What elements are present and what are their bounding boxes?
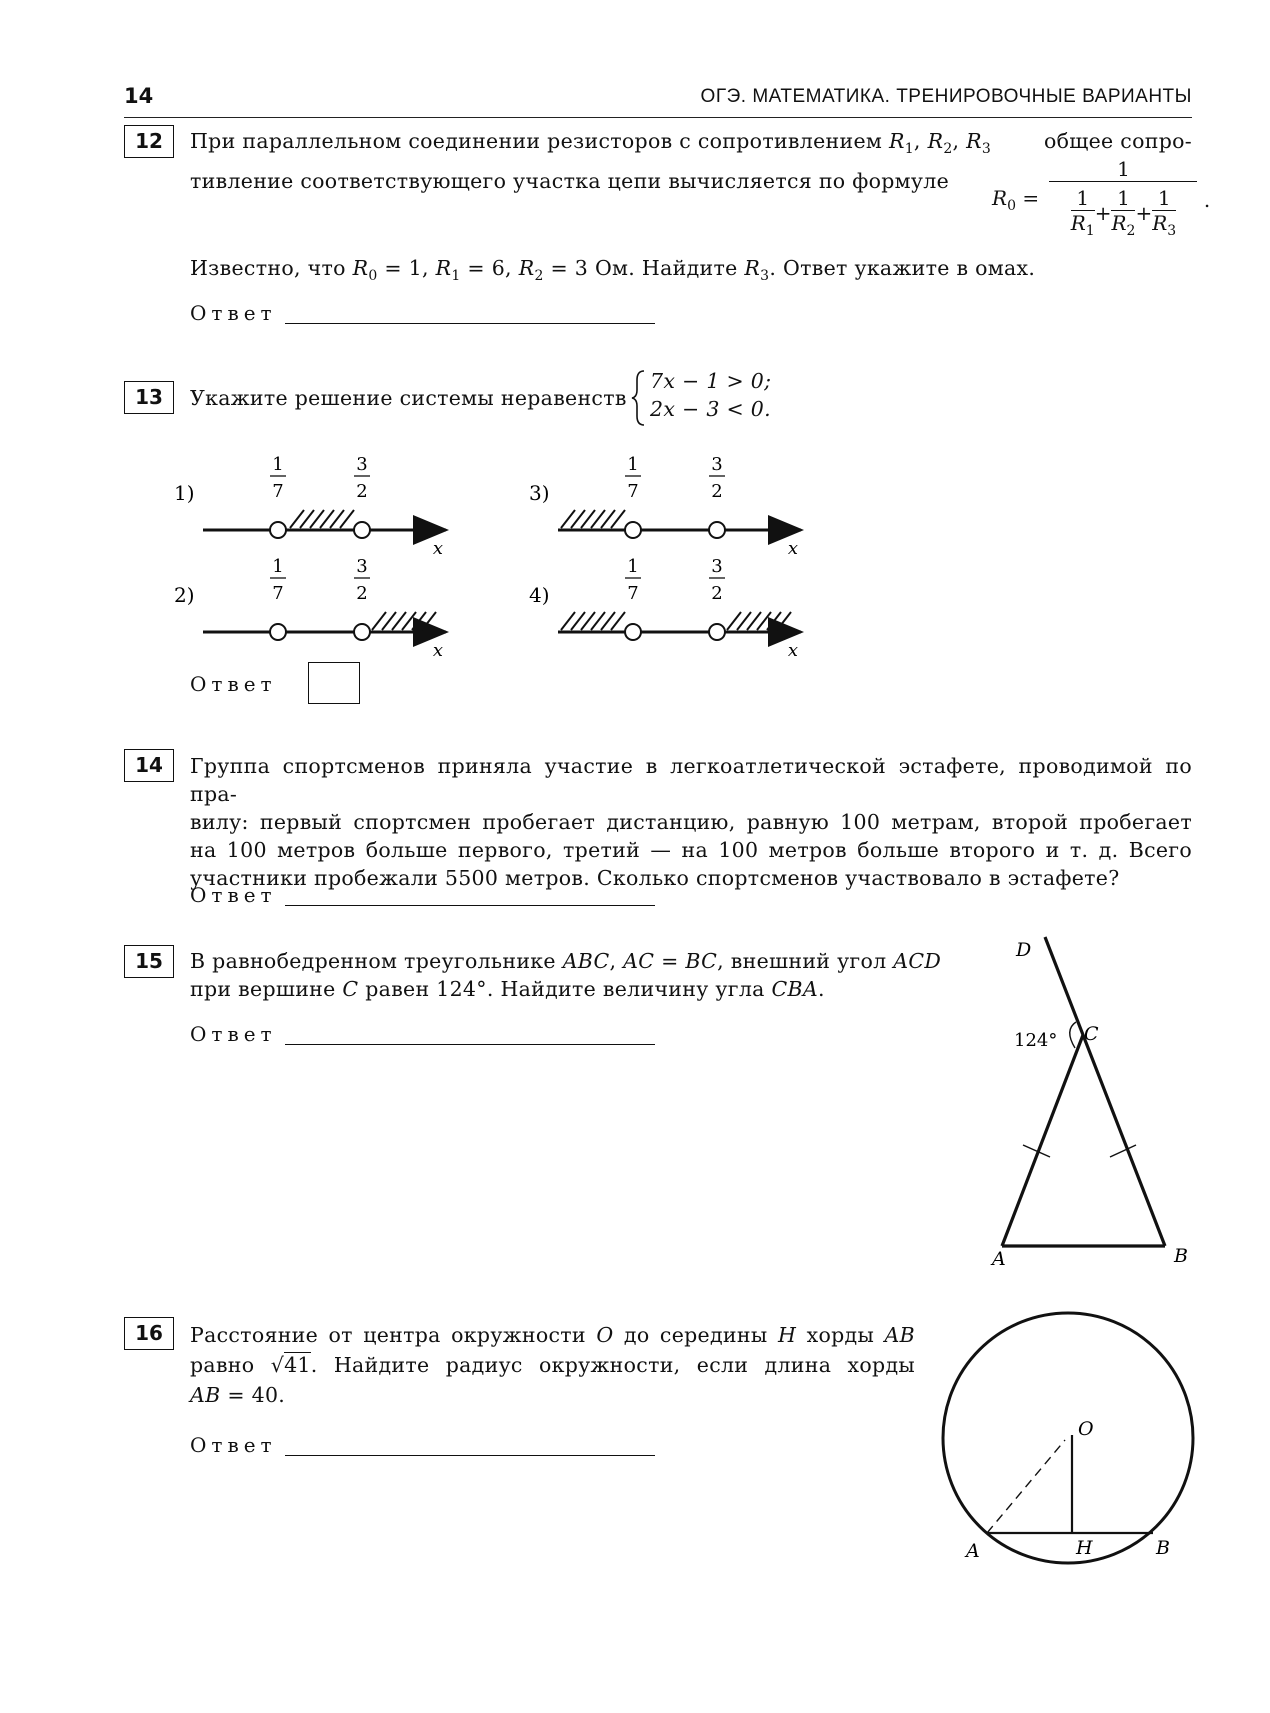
- running-title: ОГЭ. МАТЕМАТИКА. ТРЕНИРОВОЧНЫЕ ВАРИАНТЫ: [700, 86, 1192, 107]
- task-16-text-a: Расстояние от центра окружности: [190, 1323, 586, 1347]
- task-16-line-1: Расстояние от центра окружности O до середины H хорды AB: [190, 1323, 916, 1347]
- task-14-line-4: участники пробежали 5500 метров. Сколько спортсменов участвовало в эстафете?: [190, 866, 1120, 890]
- task-12-answer-label: Ответ: [190, 301, 277, 325]
- task-16-answer-label: Ответ: [190, 1433, 277, 1457]
- task-14-number: 14: [124, 749, 174, 782]
- task-16-text: [190, 1320, 915, 1410]
- option-4-label: 4): [529, 583, 550, 607]
- option-3-axis-label: x: [787, 538, 799, 559]
- option-4-point-right: [709, 624, 725, 640]
- task-13-options: [174, 430, 900, 661]
- task-12-answer-field[interactable]: [285, 323, 655, 324]
- task-12-number: 12: [124, 125, 174, 158]
- option-3-left-value-denominator: 7: [627, 481, 639, 502]
- task-13-answer-box[interactable]: [308, 662, 360, 704]
- circle: [943, 1313, 1193, 1563]
- task-12-text-a: При параллельном соединении резисторов с сопротивлением: [190, 129, 883, 153]
- option-4-left-value-denominator: 7: [627, 583, 639, 604]
- task-15-line-2: при вершине C равен 124°. Найдите величину угла CBA.: [190, 977, 825, 1001]
- task-14-text: [190, 752, 1192, 892]
- option-2-left-value-denominator: 7: [272, 583, 284, 604]
- header-rule: [124, 117, 1192, 118]
- page-number: 14: [124, 84, 154, 108]
- task-13-answer-label: Ответ: [190, 672, 277, 696]
- task-12-line2: тивление соответствующего участка цепи вычисляется по формуле: [190, 169, 950, 193]
- task-16-number: 16: [124, 1317, 174, 1350]
- label-A: A: [992, 1248, 1006, 1270]
- task-13-ineq-2: 2x − 3 < 0.: [650, 397, 771, 421]
- label-O: O: [1078, 1418, 1094, 1440]
- angle-arc: [1070, 1022, 1076, 1048]
- task-13-ineq-1: 7x − 1 > 0;: [650, 369, 772, 393]
- task-12-text-b: общее сопро-: [1043, 129, 1192, 153]
- option-2-right-value-denominator: 2: [356, 583, 368, 604]
- option-1-point-right: [354, 522, 370, 538]
- option-2-axis-label: x: [432, 640, 444, 661]
- option-4-right-value-numerator: 3: [711, 556, 723, 577]
- task-14-line-1: Группа спортсменов приняла участие в легкоатлетической эстафете, проводимой по пра-: [190, 754, 1192, 806]
- task-13-system: [650, 367, 771, 423]
- option-3-point-right: [709, 522, 725, 538]
- task-13-brace: [630, 368, 650, 428]
- label-A: A: [966, 1540, 980, 1562]
- option-2-left-value-numerator: 1: [272, 556, 284, 577]
- task-12-text-c: Известно, что: [190, 256, 346, 280]
- task-16-circle-figure: [935, 1305, 1200, 1580]
- label-C: C: [1084, 1023, 1099, 1045]
- option-2-right-value-numerator: 3: [356, 556, 368, 577]
- task-15-text: [190, 947, 960, 1003]
- label-B: B: [1174, 1245, 1188, 1267]
- option-4-right-value-denominator: 2: [711, 583, 723, 604]
- task-14-line-2: вилу: первый спортсмен пробегает дистанцию, равную 100 метрам, второй пробегает: [190, 810, 1192, 834]
- task-15-text-d: равен 124°. Найдите величину угла: [365, 977, 765, 1001]
- task-13-number: 13: [124, 381, 174, 414]
- option-4-left-value-numerator: 1: [627, 556, 639, 577]
- option-3-right-value-denominator: 2: [711, 481, 723, 502]
- option-1-point-left: [270, 522, 286, 538]
- option-1-right-value-numerator: 3: [356, 454, 368, 475]
- option-3-label: 3): [529, 481, 550, 505]
- radius-OA: [987, 1440, 1065, 1533]
- option-2-label: 2): [174, 583, 195, 607]
- task-13-text: Укажите решение системы неравенств: [190, 386, 627, 410]
- task-15-line-1: В равнобедренном треугольнике ABC, AC = BC, внешний угол ACD: [190, 949, 942, 973]
- task-16-text-b: до середины: [623, 1323, 768, 1347]
- task-16-text-f: = 40.: [227, 1383, 286, 1407]
- task-12-line3: Известно, что $R_0 = 1$, $R_1 = 6$, $R_2 = 3$ Ом. Найдите $R_3$. Ответ укажите в омах.: [190, 256, 1036, 285]
- task-12-text-e: . Ответ укажите в омах.: [769, 256, 1036, 280]
- option-1-left-value-numerator: 1: [272, 454, 284, 475]
- task-16-line-2: равно √41. Найдите радиус окружности, если длина хорды: [190, 1353, 915, 1377]
- task-15-triangle-figure: [980, 930, 1210, 1270]
- option-4-axis-label: x: [787, 640, 799, 661]
- task-15-text-a: В равнобедренном треугольнике: [190, 949, 556, 973]
- task-14-answer-label: Ответ: [190, 883, 277, 907]
- angle-label: 124°: [1014, 1030, 1058, 1051]
- task-16-text-c: хорды: [806, 1323, 875, 1347]
- label-D: D: [1016, 939, 1032, 961]
- side-CA: [1002, 1035, 1083, 1246]
- task-14-answer-field[interactable]: [285, 905, 655, 906]
- task-12-text-d: Ом. Найдите: [594, 256, 738, 280]
- option-3-left-value-numerator: 1: [627, 454, 639, 475]
- option-1-right-value-denominator: 2: [356, 481, 368, 502]
- task-15-answer-label: Ответ: [190, 1022, 277, 1046]
- task-15-text-b: внешний угол: [730, 949, 887, 973]
- option-3-point-left: [625, 522, 641, 538]
- label-H: H: [1076, 1537, 1093, 1559]
- label-B: B: [1156, 1537, 1170, 1559]
- option-4-point-left: [625, 624, 641, 640]
- task-16-answer-field[interactable]: [285, 1455, 655, 1456]
- task-15-text-c: при вершине: [190, 977, 336, 1001]
- option-3-right-value-numerator: 3: [711, 454, 723, 475]
- task-16-line-3: AB = 40.: [190, 1383, 286, 1407]
- task-12-line1: При параллельном соединении резисторов с сопротивлением $R_1$, $R_2$, $R_3$ общее сопро-: [190, 129, 1192, 158]
- task-15-number: 15: [124, 945, 174, 978]
- option-1-axis-label: x: [432, 538, 444, 559]
- task-12-formula: $R_0$ = 1 $\frac{1}{R_1}$ + $\frac{1}{R_2}$ + $\frac{1}{R_3}$ .: [992, 157, 1211, 239]
- option-1-left-value-denominator: 7: [272, 481, 284, 502]
- option-2-point-right: [354, 624, 370, 640]
- option-2-point-left: [270, 624, 286, 640]
- task-15-answer-field[interactable]: [285, 1044, 655, 1045]
- option-1-label: 1): [174, 481, 195, 505]
- tick-BC: [1110, 1145, 1136, 1157]
- task-16-text-d: равно: [190, 1353, 255, 1377]
- task-14-line-3: на 100 метров больше первого, третий — на 100 метров больше второго и т. д. Всего: [190, 838, 1192, 862]
- task-16-text-e: . Найдите радиус окружности, если длина хорды: [310, 1353, 915, 1377]
